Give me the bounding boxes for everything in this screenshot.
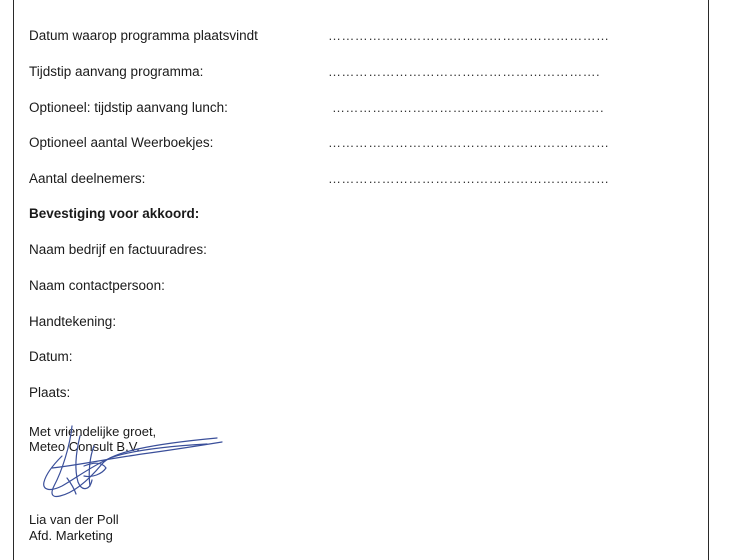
fill-line-lunch-time: ……………………………………………………. — [332, 100, 605, 115]
closing-greeting: Met vriendelijke groet, — [29, 424, 157, 439]
field-label-place: Plaats: — [29, 385, 71, 400]
field-label-contact-person: Naam contactpersoon: — [29, 278, 165, 293]
fill-line-weerboekjes: ……………………………………………………… — [328, 135, 610, 150]
document-page — [13, 0, 709, 560]
fill-line-participants: ……………………………………………………… — [328, 171, 610, 186]
closing-company: Meteo Consult B.V. — [29, 439, 140, 454]
field-label-signature: Handtekening: — [29, 314, 117, 329]
signatory-department: Afd. Marketing — [29, 528, 113, 543]
field-label-date: Datum: — [29, 349, 73, 364]
field-label-participants: Aantal deelnemers: — [29, 171, 146, 186]
field-label-lunch-time: Optioneel: tijdstip aanvang lunch: — [29, 100, 228, 115]
field-label-date-programme: Datum waarop programma plaatsvindt — [29, 28, 258, 43]
fill-line-date-programme: ……………………………………………………… — [328, 28, 610, 43]
field-label-start-time: Tijdstip aanvang programma: — [29, 64, 204, 79]
field-label-weerboekjes: Optioneel aantal Weerboekjes: — [29, 135, 214, 150]
confirmation-heading: Bevestiging voor akkoord: — [29, 206, 200, 221]
fill-line-start-time: ……………………………………………………. — [328, 64, 601, 79]
signatory-name: Lia van der Poll — [29, 512, 119, 527]
handwritten-signature — [32, 416, 232, 516]
field-label-company-address: Naam bedrijf en factuuradres: — [29, 242, 207, 257]
